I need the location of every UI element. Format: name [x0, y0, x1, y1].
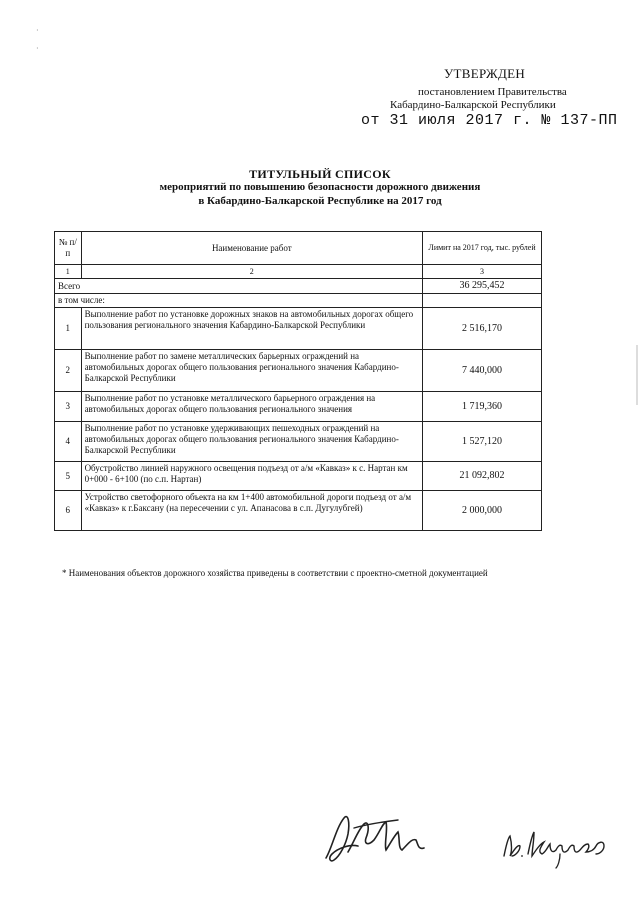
- row-name: Обустройство линией наружного освещения подъезд от а/м «Кавказ» к с. Нартан км 0+000 - 6+100 (по с.п. Нартан): [81, 462, 422, 491]
- document-subtitle-2: в Кабардино-Балкарской Республике на 2017 год: [198, 195, 442, 207]
- signature-left: [318, 808, 438, 870]
- row-num: 3: [55, 392, 82, 422]
- table-row: [55, 308, 542, 350]
- row-name: Выполнение работ по замене металлических барьерных ограждений на автомобильных дорогах общего пользования регионального значения Кабардино-Балкарской Республики: [81, 350, 422, 392]
- row-name: Выполнение работ по установке дорожных знаков на автомобильных дорогах общего пользования регионального значения Кабардино-Балкарской Республики: [81, 308, 422, 350]
- table-header-row: [55, 232, 542, 265]
- index-cell: 2: [81, 265, 422, 279]
- index-cell: 3: [423, 265, 542, 279]
- row-limit: 7 440,000: [423, 350, 542, 392]
- row-name: Устройство светофорного объекта на км 1+400 автомобильной дороги подъезд от а/м «Кавказ» к г.Баксану (на пересечении с ул. Апанасова в с.п. Дугулубгей): [81, 491, 422, 531]
- row-num: 6: [55, 491, 82, 531]
- row-num: 5: [55, 462, 82, 491]
- approval-line-1: постановлением Правительства: [418, 86, 567, 98]
- header-num: № п/п: [55, 232, 82, 265]
- page-edge-shadow: [636, 345, 638, 405]
- table-index-row: [55, 265, 542, 279]
- index-cell: 1: [55, 265, 82, 279]
- table-row: [55, 350, 542, 392]
- row-name: Выполнение работ по установке металлического барьерного ограждения на автомобильных дорогах общего пользования регионального значения: [81, 392, 422, 422]
- including-label: в том числе:: [55, 294, 423, 308]
- row-limit: 1 527,120: [423, 422, 542, 462]
- approval-title: УТВЕРЖДЕН: [444, 66, 526, 81]
- table-row: [55, 392, 542, 422]
- margin-speck: ·: [36, 26, 39, 35]
- row-name: Выполнение работ по установке удерживающих пешеходных ограждений на автомобильных дорогах общего пользования регионального значения Кабардино-Балкарской Республики: [81, 422, 422, 462]
- empty-cell: [423, 294, 542, 308]
- table-row: [55, 462, 542, 491]
- row-limit: 2 000,000: [423, 491, 542, 531]
- approval-date-number: от 31 июля 2017 г. № 137-ПП: [361, 112, 618, 129]
- approval-line-2: Кабардино-Балкарской Республики: [390, 99, 556, 111]
- table-row: [55, 491, 542, 531]
- row-num: 1: [55, 308, 82, 350]
- header-limit: Лимит на 2017 год, тыс. рублей: [423, 232, 542, 265]
- footnote: * Наименования объектов дорожного хозяйства приведены в соответствии с проектно-сметной документацией: [62, 568, 488, 578]
- total-label: Всего: [55, 279, 423, 294]
- works-table: [54, 231, 542, 531]
- total-row: [55, 279, 542, 294]
- row-limit: 21 092,802: [423, 462, 542, 491]
- row-limit: 1 719,360: [423, 392, 542, 422]
- row-num: 4: [55, 422, 82, 462]
- row-limit: 2 516,170: [423, 308, 542, 350]
- table-row: [55, 422, 542, 462]
- header-name: Наименование работ: [81, 232, 422, 265]
- signature-right: [500, 822, 610, 872]
- document-title: ТИТУЛЬНЫЙ СПИСОК: [249, 167, 391, 181]
- total-value: 36 295,452: [423, 279, 542, 294]
- margin-speck: ·: [36, 44, 39, 53]
- row-num: 2: [55, 350, 82, 392]
- document-subtitle-1: мероприятий по повышению безопасности дорожного движения: [159, 181, 481, 193]
- including-row: [55, 294, 542, 308]
